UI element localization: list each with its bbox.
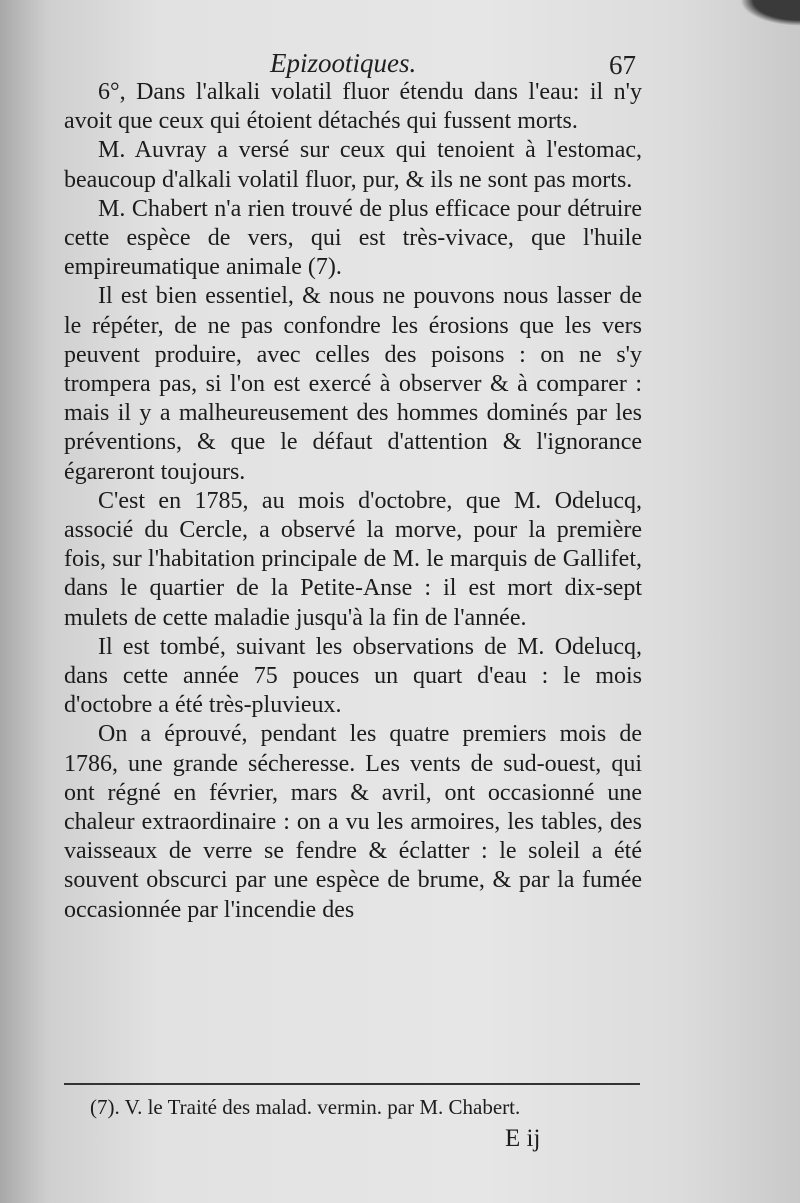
paragraph: M. Auvray a versé sur ceux qui tenoient à l'estomac, beaucoup d'alkali volatil fluor, pur, & ils ne sont pas morts. <box>64 137 642 193</box>
footnote: (7). V. le Traité des malad. vermin. par M. Chabert. <box>90 1095 521 1119</box>
body-text <box>64 78 642 925</box>
paragraph: 6°, Dans l'alkali volatil fluor étendu dans l'eau: il n'y avoit que ceux qui étoient détachés qui fussent morts. <box>64 79 642 135</box>
page-number: 67 <box>609 50 636 80</box>
running-title: Epizootiques. <box>270 48 417 78</box>
paragraph: Il est bien essentiel, & nous ne pouvons nous lasser de le répéter, de ne pas confondre les érosions que les vers peuvent produire, avec celles des poisons : on ne s'y trompera pas, si l'on est exercé à observer & à comparer : mais il y a malheureusement des hommes dominés par les préventions, & que le défaut d'attention & l'ignorance égareront toujours. <box>64 283 642 485</box>
footnote-rule <box>64 1083 640 1085</box>
paragraph: C'est en 1785, au mois d'octobre, que M. Odelucq, associé du Cercle, a observé la morve, pour la première fois, sur l'habitation principale de M. le marquis de Gallifet, dans le quartier de la Petite-Anse : il est mort dix-sept mulets de cette maladie jusqu'à la fin de l'année. <box>64 487 642 631</box>
signature-mark: E ij <box>505 1125 541 1152</box>
paragraph: M. Chabert n'a rien trouvé de plus efficace pour détruire cette espèce de vers, qui est très-vivace, que l'huile empireumatique animale (7). <box>64 195 642 281</box>
paragraph: On a éprouvé, pendant les quatre premiers mois de 1786, une grande sécheresse. Les vents de sud-ouest, qui ont régné en février, mars & avril, ont occasionné une chaleur extraordinaire : on a vu les armoires, les tables, des vaisseaux de verre se fendre & éclatter : le soleil a été souvent obscurci par une espèce de brume, & par la fumée occasionnée par l'incendie des <box>64 721 642 923</box>
paragraph: Il est tombé, suivant les observations de M. Odelucq, dans cette année 75 pouces un quart d'eau : le mois d'octobre a été très-pluvieux. <box>64 633 642 719</box>
page-corner-shadow <box>740 0 800 26</box>
